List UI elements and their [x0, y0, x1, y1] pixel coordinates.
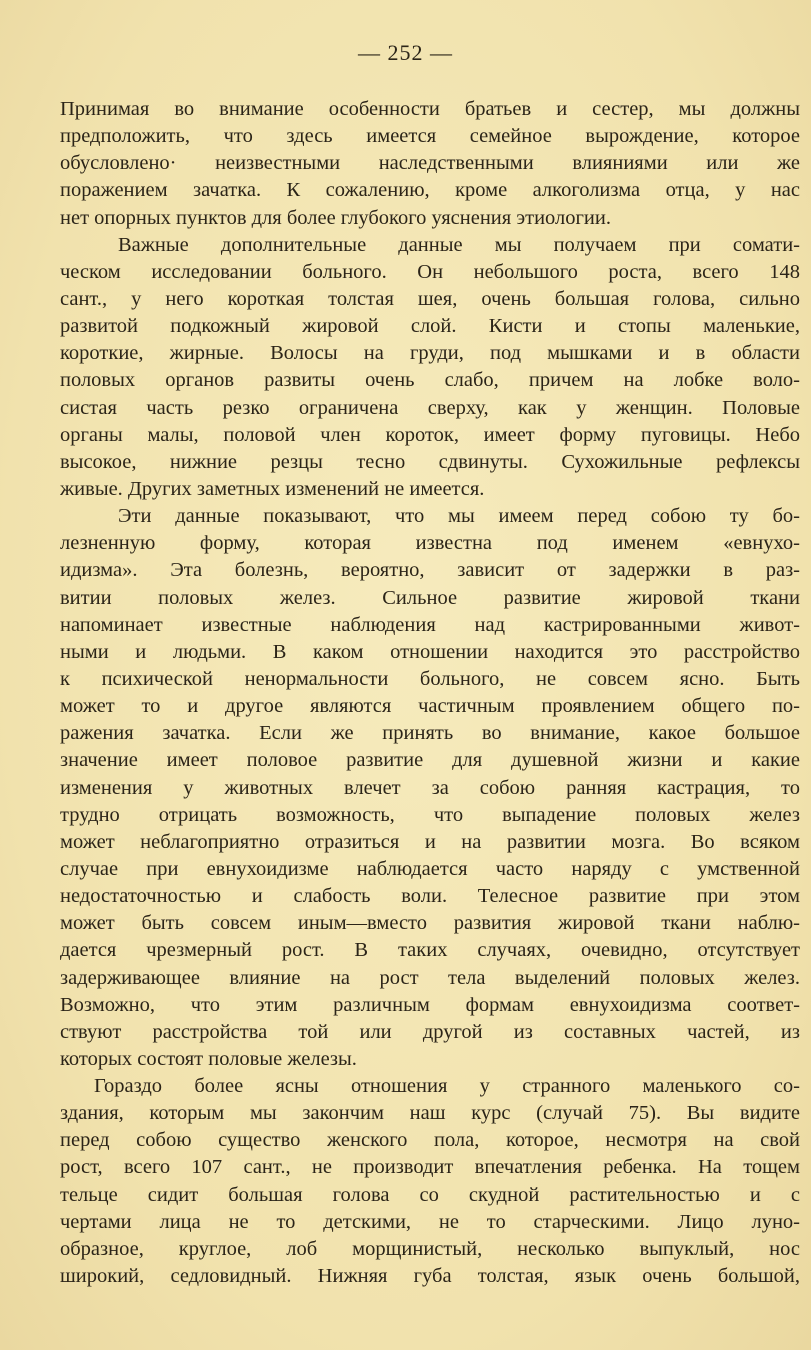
text-line: может то и другое являются частичным проявлением общего по- [60, 695, 800, 718]
text-line: ными и людьми. В каком отношении находится это расстройство [60, 640, 800, 663]
text-line: которых состоят половые железы. [60, 1047, 357, 1070]
text-line: перед собою существо женского пола, которое, несмотря на свой [60, 1129, 800, 1152]
text-line: короткие, жирные. Волосы на груди, под мышками и в области [60, 342, 800, 365]
text-line: изменения у животных влечет за собою ранняя кастрация, то [60, 776, 800, 799]
text-line: напоминает известные наблюдения над кастрированными живот- [60, 613, 800, 636]
text-line: здания, которым мы закончим наш курс (случай 75). Вы видите [60, 1102, 800, 1125]
text-line: высокое, нижние резцы тесно сдвинуты. Сухожильные рефлексы [60, 450, 800, 473]
text-line: витии половых желез. Сильное развитие жировой ткани [60, 586, 800, 609]
text-line: может быть совсем иным—вместо развития жировой ткани наблю- [60, 912, 800, 935]
text-line: лезненную форму, которая известна под именем «евнухо- [60, 532, 800, 555]
text-line: сант., у него короткая толстая шея, очень большая голова, сильно [60, 287, 800, 310]
text-line: поражением зачатка. К сожалению, кроме алкоголизма отца, у нас [60, 179, 800, 202]
text-line: Эти данные показывают, что мы имеем перед собою ту бо- [118, 505, 800, 528]
text-line: Гораздо более ясны отношения у странного маленького со- [94, 1075, 800, 1098]
text-line: развитой подкожный жировой слой. Кисти и стопы маленькие, [60, 315, 800, 338]
text-line: обусловлено· неизвестными наследственными влияниями или же [60, 152, 800, 175]
text-line: идизма». Эта болезнь, вероятно, зависит от задержки в раз- [60, 559, 800, 582]
body-text [60, 96, 800, 1290]
text-line: ствуют расстройства той или другой из составных частей, из [60, 1020, 800, 1043]
page-number: — 252 — [358, 40, 453, 65]
text-line: значение имеет половое развитие для душевной жизни и какие [60, 749, 800, 772]
text-line: половых органов развиты очень слабо, причем на лобке воло- [60, 369, 800, 392]
text-line: недостаточностью и слабость воли. Телесное развитие при этом [60, 885, 800, 908]
text-line: дается чрезмерный рост. В таких случаях, очевидно, отсутствует [60, 939, 800, 962]
text-line: нет опорных пунктов для более глубокого уяснения этиологии. [60, 206, 611, 229]
text-line: органы малы, половой член короток, имеет форму пуговицы. Небо [60, 423, 800, 446]
text-line: ражения зачатка. Если же принять во внимание, какое большое [60, 722, 800, 745]
text-line: может неблагоприятно отразиться и на развитии мозга. Во всяком [60, 830, 800, 853]
text-line: образное, круглое, лоб морщинистый, несколько выпуклый, нос [60, 1237, 800, 1260]
text-line: к психической ненормальности больного, не совсем ясно. Быть [60, 667, 800, 690]
text-line: систая часть резко ограничена сверху, как у женщин. Половые [60, 396, 800, 419]
text-line: рост, всего 107 сант., не производит впечатления ребенка. На тощем [60, 1156, 800, 1179]
text-line: задерживающее влияние на рост тела выделений половых желез. [60, 966, 800, 989]
text-line: Важные дополнительные данные мы получаем при сомати- [118, 233, 800, 256]
text-line: трудно отрицать возможность, что выпадение половых желез [60, 803, 800, 826]
text-line: широкий, седловидный. Нижняя губа толстая, язык очень большой, [60, 1265, 800, 1288]
text-line: живые. Других заметных изменений не имеется. [60, 477, 485, 500]
text-line: предположить, что здесь имеется семейное вырождение, которое [60, 125, 800, 148]
text-line: тельце сидит большая голова со скудной растительностью и с [60, 1183, 800, 1206]
text-line: случае при евнухоидизме наблюдается часто наряду с умственной [60, 857, 800, 880]
text-line: чертами лица не то детскими, не то старческими. Лицо луно- [60, 1210, 800, 1233]
text-line: Возможно, что этим различным формам евнухоидизма соответ- [60, 993, 800, 1016]
text-line: ческом исследовании больного. Он небольшого роста, всего 148 [60, 260, 800, 283]
text-line: Принимая во внимание особенности братьев и сестер, мы должны [60, 98, 800, 120]
